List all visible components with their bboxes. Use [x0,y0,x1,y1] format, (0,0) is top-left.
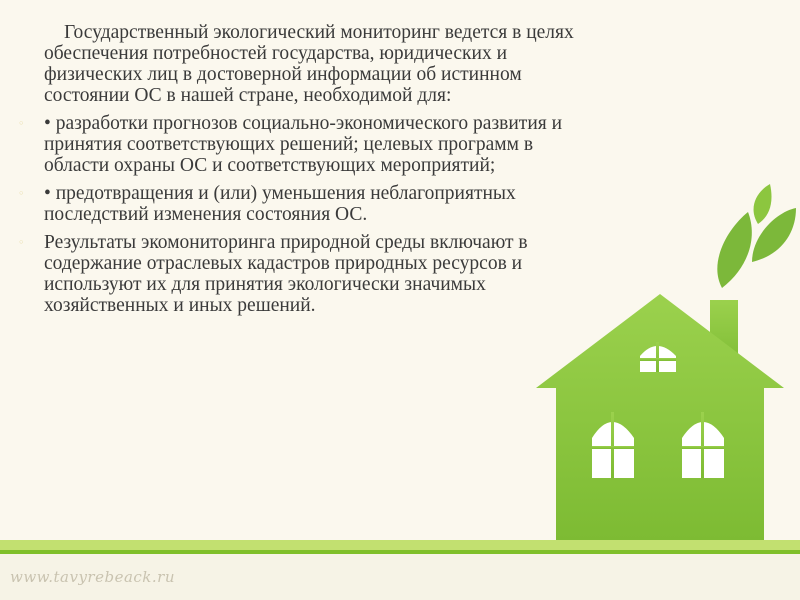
footer-band-light [0,540,800,550]
bullet-text: • предотвращения и (или) уменьшения неблагоприятных последствий изменения состояния ОС. [44,183,516,225]
watermark-text: www.tavyrebeack.ru [10,568,175,586]
bullet-text: • разработки прогнозов социально-экономического развития и принятия соответствующих решений; целевых программ в области охраны ОС и соответствующих мероприятий; [44,113,563,176]
leaf-icon [717,212,751,288]
bullet-item [18,183,588,225]
house-shape [536,294,784,540]
intro-paragraph: Государственный экологический мониторинг ведется в целях обеспечения потребностей государства, юридических и физических лиц в достоверной информации об истинном состоянии ОС в нашей стране, необходимой для: [44,22,574,106]
text-block [18,22,588,323]
leaf-icon [754,184,772,224]
bullet-icon: ◦ [18,187,25,200]
bullet-icon: ◦ [18,117,25,130]
bullet-item [18,232,588,316]
bullet-text: Результаты экомониторинга природной среды включают в содержание отраслевых кадастров природных ресурсов и используют их для принятия экологически значимых хозяйственных и иных решений. [44,232,528,316]
bullet-item [18,113,588,176]
bullet-icon: ◦ [18,236,25,249]
